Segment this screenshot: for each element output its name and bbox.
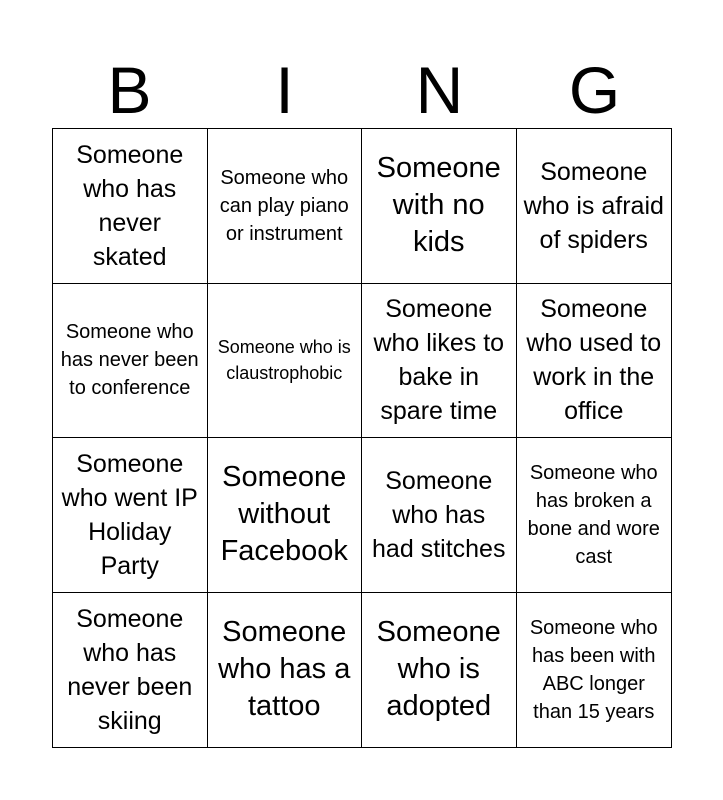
bingo-cell[interactable] [517,438,672,593]
bingo-cell[interactable] [53,593,208,748]
bingo-cell[interactable] [362,284,517,439]
cell-text: Someone who has never been skiing [67,604,193,735]
cell-text: Someone who likes to bake in spare time [373,295,505,426]
bingo-header [52,52,672,128]
cell-text: Someone who has broken a bone and wore cast [527,461,660,568]
bingo-cell[interactable] [362,438,517,593]
bingo-grid [52,128,672,748]
bingo-cell[interactable] [208,129,363,284]
bingo-cell[interactable] [208,438,363,593]
cell-text: Someone who is adopted [376,616,501,723]
bingo-cell[interactable] [53,438,208,593]
bingo-cell[interactable] [362,129,517,284]
header-letter-g: G [568,53,621,127]
cell-text: Someone who can play piano or instrument [219,166,349,245]
header-letter-n: N [415,53,464,127]
cell-text: Someone who has a tattoo [218,616,351,723]
bingo-cell[interactable] [208,593,363,748]
bingo-cell[interactable] [517,284,672,439]
bingo-cell[interactable] [53,129,208,284]
header-letter-b: B [107,53,152,127]
cell-text: Someone who has never skated [76,140,184,271]
cell-text: Someone without Facebook [220,461,348,568]
cell-text: Someone with no kids [376,152,501,259]
cell-text: Someone who has never been to conference [60,321,199,400]
cell-text: Someone who went IP Holiday Party [61,449,198,580]
bingo-cell[interactable] [53,284,208,439]
header-letter-i: I [275,53,294,127]
bingo-cell[interactable] [208,284,363,439]
cell-text: Someone who is afraid of spiders [523,157,664,254]
cell-text: Someone who has had stitches [372,466,506,563]
bingo-cell[interactable] [517,593,672,748]
bingo-cell[interactable] [362,593,517,748]
cell-text: Someone who is claustrophobic [217,337,351,384]
bingo-cell[interactable] [517,129,672,284]
cell-text: Someone who has been with ABC longer than 15 years [529,616,658,723]
cell-text: Someone who used to work in the office [526,295,662,426]
